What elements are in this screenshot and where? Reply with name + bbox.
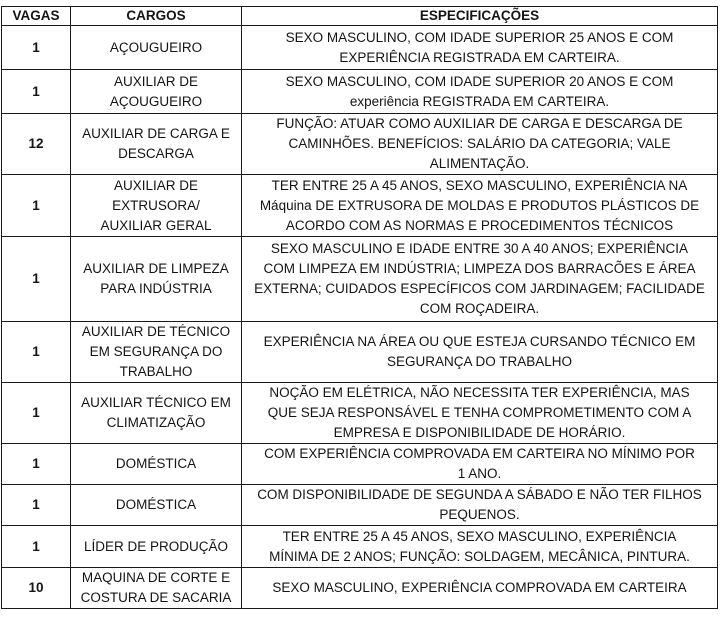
especificacao-line: SEXO MASCULINO, COM IDADE SUPERIOR 25 ANOS E COM [285,29,674,45]
table-row [2,175,718,237]
especificacao-cell [242,70,718,114]
cargo-line: COSTURA DE SACARIA [80,590,232,605]
especificacao-line: EMPRESA E DISPONIBILIDADE DE HORÁRIO. [333,425,626,440]
header-especificacoes: ESPECIFICAÇÕES [242,7,718,26]
cargo-line: DOMÉSTICA [115,497,197,512]
cargo-line: DESCARGA [118,146,194,161]
especificacao-line: COM DISPONIBILIDADE DE SEGUNDA A SÁBADO E NÃO TER FILHOS [257,487,702,502]
cargo-cell [71,568,242,609]
page-cut-edge [1,619,717,625]
cargo-line: AUXILIAR DE CARGA E [82,126,230,141]
cargo-line: EM SEGURANÇA DO [89,344,223,359]
especificacao-cell [242,114,718,175]
especificacao-line: MÍNIMA DE 2 ANOS; FUNÇÃO: SOLDAGEM, MECÂNICA, PINTURA. [269,548,690,564]
table-row [2,383,718,444]
especificacao-line: SEXO MASCULINO, COM IDADE SUPERIOR 20 ANOS E COM [285,73,674,89]
cargo-cell [71,322,242,383]
table-row [2,114,718,175]
especificacao-line: COM LIMPEZA EM INDÚSTRIA; LIMPEZA DOS BARRACÕES E ÁREA [263,261,696,276]
especificacao-line: SEGURANÇA DO TRABALHO [386,354,573,369]
cargo-line: DOMÉSTICA [115,456,197,471]
vagas-cell: 1 [2,383,71,444]
cargo-line: AUXILIAR TÉCNICO EM [81,395,231,410]
table-row [2,237,718,322]
cargo-line: AUXILIAR DE [113,177,199,193]
especificacao-line: ACORDO COM AS NORMAS E PROCEDIMENTOS TÉCNICOS [285,217,674,233]
especificacao-cell [242,568,718,609]
especificacao-line: EXPERIÊNCIA REGISTRADA EM CARTEIRA. [339,49,620,65]
cargo-cell [71,444,242,485]
table-row [2,322,718,383]
cargo-cell [71,237,242,322]
cargo-line: AUXILIAR DE [113,73,199,89]
especificacao-cell [242,175,718,237]
especificacao-line: COM EXPERIÊNCIA COMPROVADA EM CARTEIRA NO MÍNIMO POR [264,446,695,461]
especificacao-line: experiência REGISTRADA EM CARTEIRA. [349,93,610,109]
cargo-line: AUXILIAR DE LIMPEZA [83,261,229,276]
especificacao-line: PEQUENOS. [439,507,520,522]
especificacao-line: SEXO MASCULINO, EXPERIÊNCIA COMPROVADA EM CARTEIRA [272,580,687,595]
especificacao-line: FUNÇÃO: ATUAR COMO AUXILIAR DE CARGA E DESCARGA DE [276,116,683,131]
cargo-cell [71,26,242,70]
especificacao-line: EXTERNA; CUIDADOS ESPECÍFICOS COM JARDINAGEM; FACILIDADE [254,281,705,296]
vagas-cell: 1 [2,526,71,568]
especificacao-line: SEXO MASCULINO E IDADE ENTRE 30 A 40 ANOS; EXPERIÊNCIA [270,241,689,256]
cargo-line: TRABALHO [119,364,193,379]
cargo-line: MAQUINA DE CORTE E [81,570,231,585]
jobs-table [1,6,718,609]
cargo-cell [71,383,242,444]
cargo-line: EXTRUSORA/ [112,197,200,213]
especificacao-cell [242,444,718,485]
vagas-cell: 1 [2,26,71,70]
especificacao-line: 1 ANO. [457,466,502,481]
cargo-cell [71,526,242,568]
table-row [2,26,718,70]
especificacao-cell [242,26,718,70]
cargo-line: AÇOUGUEIRO [109,39,203,55]
table-row [2,526,718,568]
cargo-line: AÇOUGUEIRO [109,93,203,109]
vagas-cell: 1 [2,485,71,526]
especificacao-cell [242,526,718,568]
vagas-cell: 1 [2,322,71,383]
cargo-line: PARA INDÚSTRIA [100,281,212,296]
especificacao-cell [242,383,718,444]
header-row [2,7,718,26]
cargo-line: AUXILIAR GERAL [100,217,212,233]
especificacao-cell [242,237,718,322]
vagas-cell: 12 [2,114,71,175]
especificacao-line: QUE SEJA RESPONSÁVEL E TENHA COMPROMETIMENTO COM A [267,405,692,420]
especificacao-line: Máquina DE EXTRUSORA DE MOLDAS E PRODUTOS PLÁSTICOS DE [259,197,700,213]
especificacao-line: ALIMENTAÇÃO. [429,156,530,171]
table-row [2,568,718,609]
especificacao-line: NOÇÃO EM ELÉTRICA, NÃO NECESSITA TER EXPERIÊNCIA, MAS [269,385,690,400]
vagas-cell: 1 [2,175,71,237]
vagas-cell: 1 [2,444,71,485]
vagas-cell: 1 [2,237,71,322]
especificacao-cell [242,322,718,383]
header-vagas: VAGAS [2,7,71,26]
cargo-line: AUXILIAR DE TÉCNICO [81,324,231,339]
especificacao-line: EXPERIÊNCIA NA ÁREA OU QUE ESTEJA CURSANDO TÉCNICO EM [263,334,696,349]
cargo-cell [71,485,242,526]
vagas-cell: 1 [2,70,71,114]
cargo-cell [71,175,242,237]
especificacao-cell [242,485,718,526]
cargo-cell [71,70,242,114]
especificacao-line: CAMINHÕES. BENEFÍCIOS: SALÁRIO DA CATEGORIA; VALE [288,136,671,151]
header-cargos: CARGOS [71,7,242,26]
table-row [2,485,718,526]
table-row [2,70,718,114]
especificacao-line: TER ENTRE 25 A 45 ANOS, SEXO MASCULINO, EXPERIÊNCIA [282,528,677,544]
table-row [2,444,718,485]
cargo-line: LÍDER DE PRODUÇÃO [83,538,229,554]
cargo-cell [71,114,242,175]
especificacao-line: COM ROÇADEIRA. [419,301,540,316]
especificacao-line: TER ENTRE 25 A 45 ANOS, SEXO MASCULINO, EXPERIÊNCIA NA [271,177,688,193]
cargo-line: CLIMATIZAÇÃO [106,415,206,430]
vagas-cell: 10 [2,568,71,609]
